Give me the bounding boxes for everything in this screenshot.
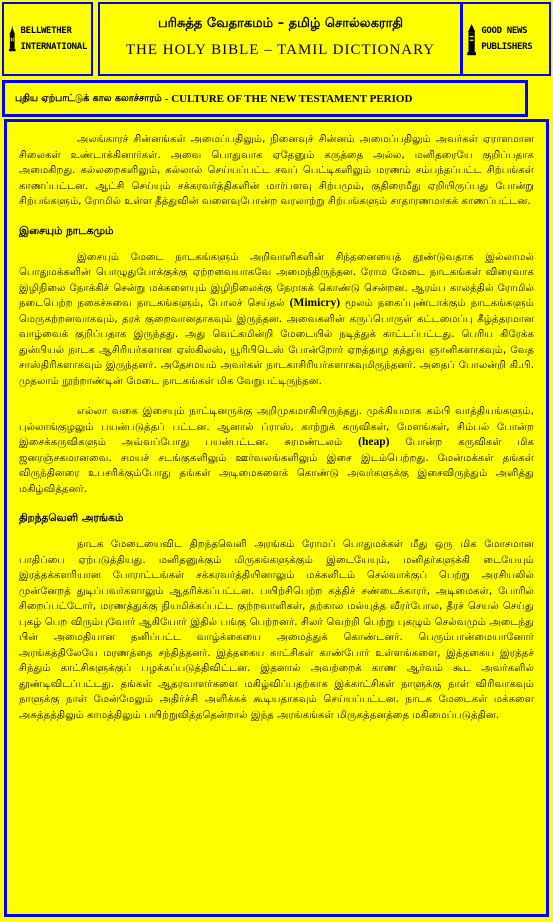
right-logo-text: GOOD NEWS PUBLISHERS (481, 26, 533, 52)
paragraph-drama-part2: மூலம் நகைப்புண்டாக்கும் நாடகங்களும் மெருகற்றனவாகவும், தரக் குறைவானதாகவும் இருந்தன. அவைகளின் கருப்பொருள் கட்டமைப்பு கீழ்த்தரமான வாழ்வைக் குறிப்பதாக இருந்தது. அது வெட்கமின்றி மேடையில் நடித்துக் காட்டப்பட்டது. பெரிய கிரேக்க துன்பியல் நாடக ஆசிரியர்களான ஏஸ்கிலஸ், யூரிபிடெஸ் போன்றோர் ஏறத்தாழ தத்துவ ஞானிகளாகவும், வேத சாஸ்திரிகளாகவும் இருந்தனர். அதேசமயம் அவர்கள் நாடகாசிரியர்களாகவுமிருந்தனர். அதைப் போலன்றி கி.பி. முதலாம் நூற்றாண்டின் மேடை நாடகங்கள் மிக வேறுபட்டிருந்தன. (19, 298, 534, 387)
paragraph-music-part2: போன்ற கருவிகள் மிக ஜனரஞ்சகமானவை. சமயச் சடங்குகளிலும் ஊர்வலங்களிலும் இசை இடம்பெற்றது. மேன்மக்கள் தங்கள் விருந்தினரை உபசரிக்கும்போது தங்கள் அடிமைகளைக் கொண்டு அவர்களுக்கு இசைவிருந்தும் அளித்து மகிழ்வித்தனர். (19, 437, 534, 495)
page-header (2, 2, 551, 78)
section-title-bar (2, 80, 528, 117)
heading-music-drama: இசையும் நாடகமும் (19, 224, 114, 237)
book-tower-icon (466, 12, 477, 66)
paragraph-amphitheatre: நாடக மேடையைவிட திறந்தவெளி அரங்கம் ரோமப் பொதுமக்கள் மீது ஒரு மிக மோசமான பாதிப்பை ஏற்படுத்தியது. மனிதனுக்கும் மிருகங்களுக்கும் இடையேயும், மனிதர்களுக்கி டையேயும் இரத்தக்களரியான போராட்டங்கள் சக்கரவர்த்தியினாலும் மக்களிடம் செல்வாக்குப் பெற்று அரசியலில் முன்னேறத் துடிப்பவர்களாலும் ஆதரிக்கப்பட்டன. பயிற்சிபெற்ற கத்திச் சண்டைக்காரர், அடிமைகள், போரில் சிறைப்பட்டோர், மரணத்துக்கு நியமிக்கப்பட்ட குற்றவாளிகள், தற்கால மல்யுத்த வீரர்போல, தீரச் செயல் செய்து புகழ் பெற விரும்புவோர் ஆகியோர் இதில் பங்கு பெற்றனர். சிலர் வெற்றி பெற்று புகழும் செல்வமும் அடைந்து பின் அமைதியான தனிப்பட்ட வாழ்க்கையை அமைத்துக் கொண்டனர். பெரும்பான்மையானோர் அரங்கத்திலேயே மரணத்தை சந்தித்தனர். இத்தகைய காட்சிகள் காண்போர் உள்ளங்களை, இத்தகைய இரத்தச் சிந்தும் காட்சிகளுக்குப் பழக்கப்படுத்திவிட்டன. இதனால் அவற்றைக் காண ஆர்வம் கூட அவர்களில் தூண்டிவிடப்பட்டது. தங்கள் ஆதரவாளர்களை மகிழ்விப்பதற்காக இக்காட்சிகள் நாளுக்கு நாள் விரிவாகவும் நாளுக்கு நாள் மேன்மேலும் அதிர்ச்சி அளிக்கக் கூடியதாகவும் செய்யப்பட்டன. நாடக மேடைகள் மக்களை அசுத்தத்திலும் காமத்திலும் பயிற்றுவித்ததென்றால் இந்த அரங்கங்கள் மிருகத்தனத்தை மகிமைப்படுத்தின. (19, 539, 534, 721)
bell-tower-icon (8, 12, 16, 66)
section-title-tamil: புதிய ஏற்பாட்டுக் கால கலாச்சாரம் (15, 92, 162, 104)
title-tamil: பரிசுத்த வேதாகமம் – தமிழ் சொல்லகராதி (157, 16, 404, 31)
title-box (98, 2, 463, 76)
left-logo-text: BELLWETHER INTERNATIONAL (20, 26, 88, 52)
term-mimicry: (Mimicry) (289, 297, 341, 309)
term-heap: (heap) (358, 436, 390, 448)
paragraph-music (19, 404, 534, 497)
paragraph-music-part1: எல்லா வகை இசையும் நாட்டினருக்கு அறிமுகமாகியிருந்தது. முக்கியமாக கம்பி வாத்தியங்களும், புல்லாங்குழலும் பயன்படுத்தப் பட்டன. ஆனால் ப்ராஸ், காற்றுக் கருவிகள், மேளங்கள், சிம்பல் போன்ற இசைக்கருவிகளும் அவ்வப்போது பயன்பட்டன. சுரமண்டலம் (19, 406, 534, 448)
good-news-logo (460, 2, 551, 76)
article-body (4, 119, 549, 917)
heading-amphitheatre: திறந்தவெளி அரங்கம் (19, 512, 124, 524)
paragraph-drama-part1: இசையும் மேடை நாடகங்களும் அறிவாளிகளின் சிந்தனையைத் தூண்டுவதாக இல்லாமல் பொதுமக்களின் பொழுதுபோக்குக்கு ஏற்றவையாகவே அமைந்திருந்தன. ரோம மேடை நாடகங்கள் விரைவாக இழிநிலை நோக்கிச் சென்று மக்களையும் இழிநிலைக்கு நேராகக் கொண்டு சென்றன. ஆரம்ப காலத்தில் ரோமில் நடைபெற்ற நகைச்சுவை நாடகங்களும், போலச் செய்தல் (19, 251, 534, 309)
paragraph-drama (19, 250, 534, 390)
section-title-english: - CULTURE OF THE NEW TESTAMENT PERIOD (164, 92, 413, 105)
bellwether-logo (2, 2, 93, 76)
title-english: THE HOLY BIBLE – TAMIL DICTIONARY (125, 42, 436, 58)
paragraph-sculpture: அலங்காரச் சின்னங்கள் அமைப்பதிலும், நினைவுச் சின்னம் அமைப்பதிலும் அவர்கள் ஏராளமான சிலைகள் உண்டாக்கினார்கள். அவை பொதுவாக ஏதேனும் கருத்தை அல்ல, மனிதரையே குறிப்பதாக அமைகிறது. கல்லறைகளிலும், கல்லால் செய்யப்பட்ட சவப் பெட்டிகளிலும் மரணம் சம்பந்தப்பட்ட சிற்பங்கள் காணப்பட்டன. ஆட்சி செய்யும் சக்கரவர்த்திகளின் மார்பளவு சிற்பமும், குதிரைமீது ஏறியிருப்பது போன்று சிற்பங்களும், ரோமில் உள்ள தீத்துவின் வளைவுபோன்ற வரலாற்று சிற்பங்களும் சாதாரணமாகக் காணப்பட்டன. (19, 134, 534, 207)
